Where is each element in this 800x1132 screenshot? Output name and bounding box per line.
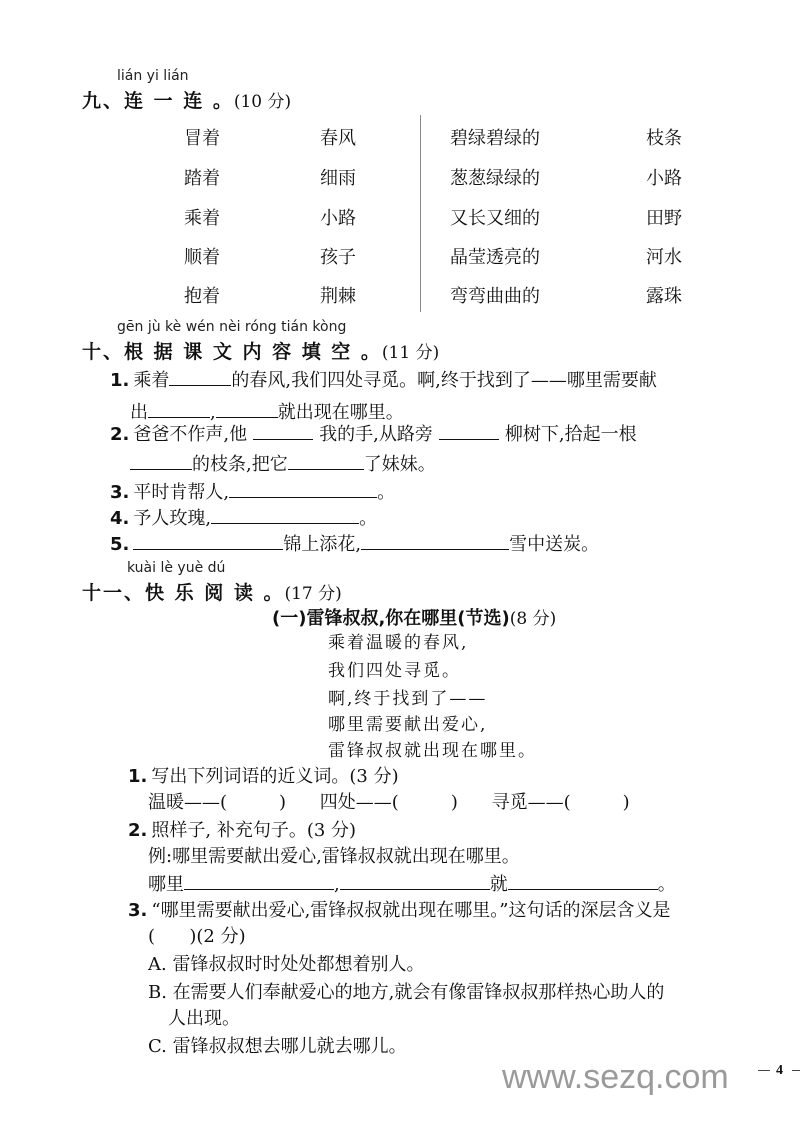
text: 雪中送炭。 xyxy=(509,534,600,555)
fill-blank[interactable] xyxy=(133,531,283,550)
q-number: 5. xyxy=(110,534,130,555)
match-right-b-0[interactable]: 枝条 xyxy=(646,128,682,149)
match-left-a-1[interactable]: 踏着 xyxy=(184,168,220,189)
match-left-a-3[interactable]: 顺着 xyxy=(184,247,220,268)
text: ) xyxy=(450,792,458,813)
reading-q3-answer-paren[interactable]: ( )(2 分) xyxy=(148,926,246,947)
section10-pinyin: gēn jù kè wén nèi róng tián kòng xyxy=(117,319,347,335)
reading-q2-fill xyxy=(148,870,676,896)
match-right-b-4[interactable]: 露珠 xyxy=(646,286,682,307)
section9-title-text: 九、连 一 连 。 xyxy=(82,90,234,112)
text: , xyxy=(210,402,216,423)
text: 写出下列词语的近义词。(3 分) xyxy=(151,766,399,787)
match-right-b-2[interactable]: 田野 xyxy=(646,208,682,229)
section10-score: (11 分) xyxy=(381,343,440,363)
fill-q5 xyxy=(110,530,599,556)
fill-blank[interactable] xyxy=(130,451,192,470)
option-b-cont[interactable]: 人出现。 xyxy=(168,1008,240,1029)
fill-blank[interactable] xyxy=(211,505,359,524)
match-right-b-1[interactable]: 小路 xyxy=(646,168,682,189)
text: 我的手,从路旁 xyxy=(319,424,433,445)
text: 哪里 xyxy=(148,874,184,895)
option-b[interactable]: B. 在需要人们奉献爱心的地方,就会有像雷锋叔叔那样热心助人的 xyxy=(148,982,665,1003)
fill-blank[interactable] xyxy=(216,399,278,418)
section11-title xyxy=(82,578,342,605)
text: “哪里需要献出爱心,雷锋叔叔就出现在哪里。”这句话的深层含义是 xyxy=(151,900,671,921)
fill-q2-line2 xyxy=(130,450,436,476)
section11-score: (17 分) xyxy=(284,584,342,604)
reading-q2 xyxy=(128,816,356,842)
passage-score: (8 分) xyxy=(509,609,557,629)
text: 的春风,我们四处寻觅。啊,终于找到了——哪里需要献 xyxy=(231,370,657,391)
q-number: 3. xyxy=(128,900,148,921)
reading-q3 xyxy=(128,896,671,922)
fill-blank[interactable] xyxy=(253,421,313,440)
fill-blank[interactable] xyxy=(340,871,490,890)
match-left-b-1[interactable]: 细雨 xyxy=(320,168,356,189)
text: 。 xyxy=(377,482,396,503)
fill-blank[interactable] xyxy=(229,479,377,498)
text: 柳树下,拾起一根 xyxy=(504,424,637,445)
page-dash-left xyxy=(758,1070,770,1071)
text: 锦上添花, xyxy=(283,534,362,555)
option-a[interactable]: A. 雷锋叔叔时时处处都想着别人。 xyxy=(148,954,425,975)
text: 乘着 xyxy=(133,370,170,391)
fill-q3 xyxy=(110,478,395,504)
reading-q1 xyxy=(128,762,399,788)
text: , xyxy=(334,874,340,895)
text: 寻觅——( xyxy=(491,792,571,813)
text: 照样子, 补充句子。(3 分) xyxy=(151,820,357,841)
match-divider xyxy=(420,115,421,312)
section11-pinyin: kuài lè yuè dú xyxy=(127,560,226,576)
fill-blank[interactable] xyxy=(184,871,334,890)
poem-line: 我们四处寻觅。 xyxy=(328,661,461,681)
section9-pinyin: lián yi lián xyxy=(117,68,189,84)
page-dash-right xyxy=(792,1070,800,1071)
match-left-a-0[interactable]: 冒着 xyxy=(184,128,220,149)
q-number: 1. xyxy=(110,370,130,391)
reading-q2-example: 例:哪里需要献出爱心,雷锋叔叔就出现在哪里。 xyxy=(148,846,520,867)
fill-q1-line1 xyxy=(110,366,657,392)
text: 出 xyxy=(130,402,148,423)
match-right-b-3[interactable]: 河水 xyxy=(646,247,682,268)
fill-blank[interactable] xyxy=(148,399,210,418)
section9-title xyxy=(82,86,291,113)
text: 四处——( xyxy=(319,792,399,813)
fill-blank[interactable] xyxy=(169,367,231,386)
fill-q4 xyxy=(110,504,377,530)
fill-blank[interactable] xyxy=(439,421,499,440)
page-number: 4 xyxy=(776,1063,783,1078)
text: 了妹妹。 xyxy=(363,454,436,475)
text: ) xyxy=(622,792,630,813)
q-number: 4. xyxy=(110,508,130,529)
text: 。 xyxy=(359,508,378,529)
passage-title xyxy=(272,604,556,630)
fill-blank[interactable] xyxy=(288,451,364,470)
match-left-b-3[interactable]: 孩子 xyxy=(320,247,356,268)
poem-line: 啊,终于找到了—— xyxy=(328,689,488,709)
poem-line: 乘着温暖的春风, xyxy=(328,633,469,653)
match-right-a-4[interactable]: 弯弯曲曲的 xyxy=(450,286,540,307)
fill-blank[interactable] xyxy=(361,531,509,550)
option-c[interactable]: C. 雷锋叔叔想去哪儿就去哪儿。 xyxy=(148,1036,407,1057)
q-number: 3. xyxy=(110,482,130,503)
text: 温暖——( xyxy=(148,792,228,813)
poem-line: 哪里需要献出爱心, xyxy=(328,715,488,735)
text: 的枝条,把它 xyxy=(192,454,288,475)
text: ) xyxy=(279,792,287,813)
text: 就 xyxy=(489,874,508,895)
text: 平时肯帮人, xyxy=(133,482,230,503)
q-number: 1. xyxy=(128,766,148,787)
match-left-b-2[interactable]: 小路 xyxy=(320,208,356,229)
match-left-b-4[interactable]: 荆棘 xyxy=(320,286,356,307)
match-right-a-1[interactable]: 葱葱绿绿的 xyxy=(450,168,540,189)
q-number: 2. xyxy=(128,820,148,841)
section10-title-text: 十、根 据 课 文 内 容 填 空 。 xyxy=(82,341,382,363)
text: 爸爸不作声,他 xyxy=(133,424,248,445)
section9-score: (10 分) xyxy=(233,92,292,112)
text: 就出现在哪里。 xyxy=(277,402,404,423)
match-right-a-0[interactable]: 碧绿碧绿的 xyxy=(450,128,540,149)
text: 予人玫瑰, xyxy=(133,508,212,529)
fill-blank[interactable] xyxy=(508,871,658,890)
section11-title-text: 十一、快 乐 阅 读 。 xyxy=(82,582,285,604)
match-left-b-0[interactable]: 春风 xyxy=(320,128,356,149)
match-right-a-2[interactable]: 又长又细的 xyxy=(450,208,540,229)
watermark: www.sezq.com xyxy=(502,1058,729,1096)
match-left-a-4[interactable]: 抱着 xyxy=(184,286,220,307)
passage-title-text: (一)雷锋叔叔,你在哪里(节选) xyxy=(272,608,510,629)
q-number: 2. xyxy=(110,424,130,445)
reading-q1-answers xyxy=(148,788,630,814)
match-left-a-2[interactable]: 乘着 xyxy=(184,208,220,229)
fill-q2-line1 xyxy=(110,420,637,446)
match-right-a-3[interactable]: 晶莹透亮的 xyxy=(450,247,540,268)
poem-line: 雷锋叔叔就出现在哪里。 xyxy=(328,741,537,761)
section10-title xyxy=(82,337,439,364)
text: 。 xyxy=(657,874,676,895)
